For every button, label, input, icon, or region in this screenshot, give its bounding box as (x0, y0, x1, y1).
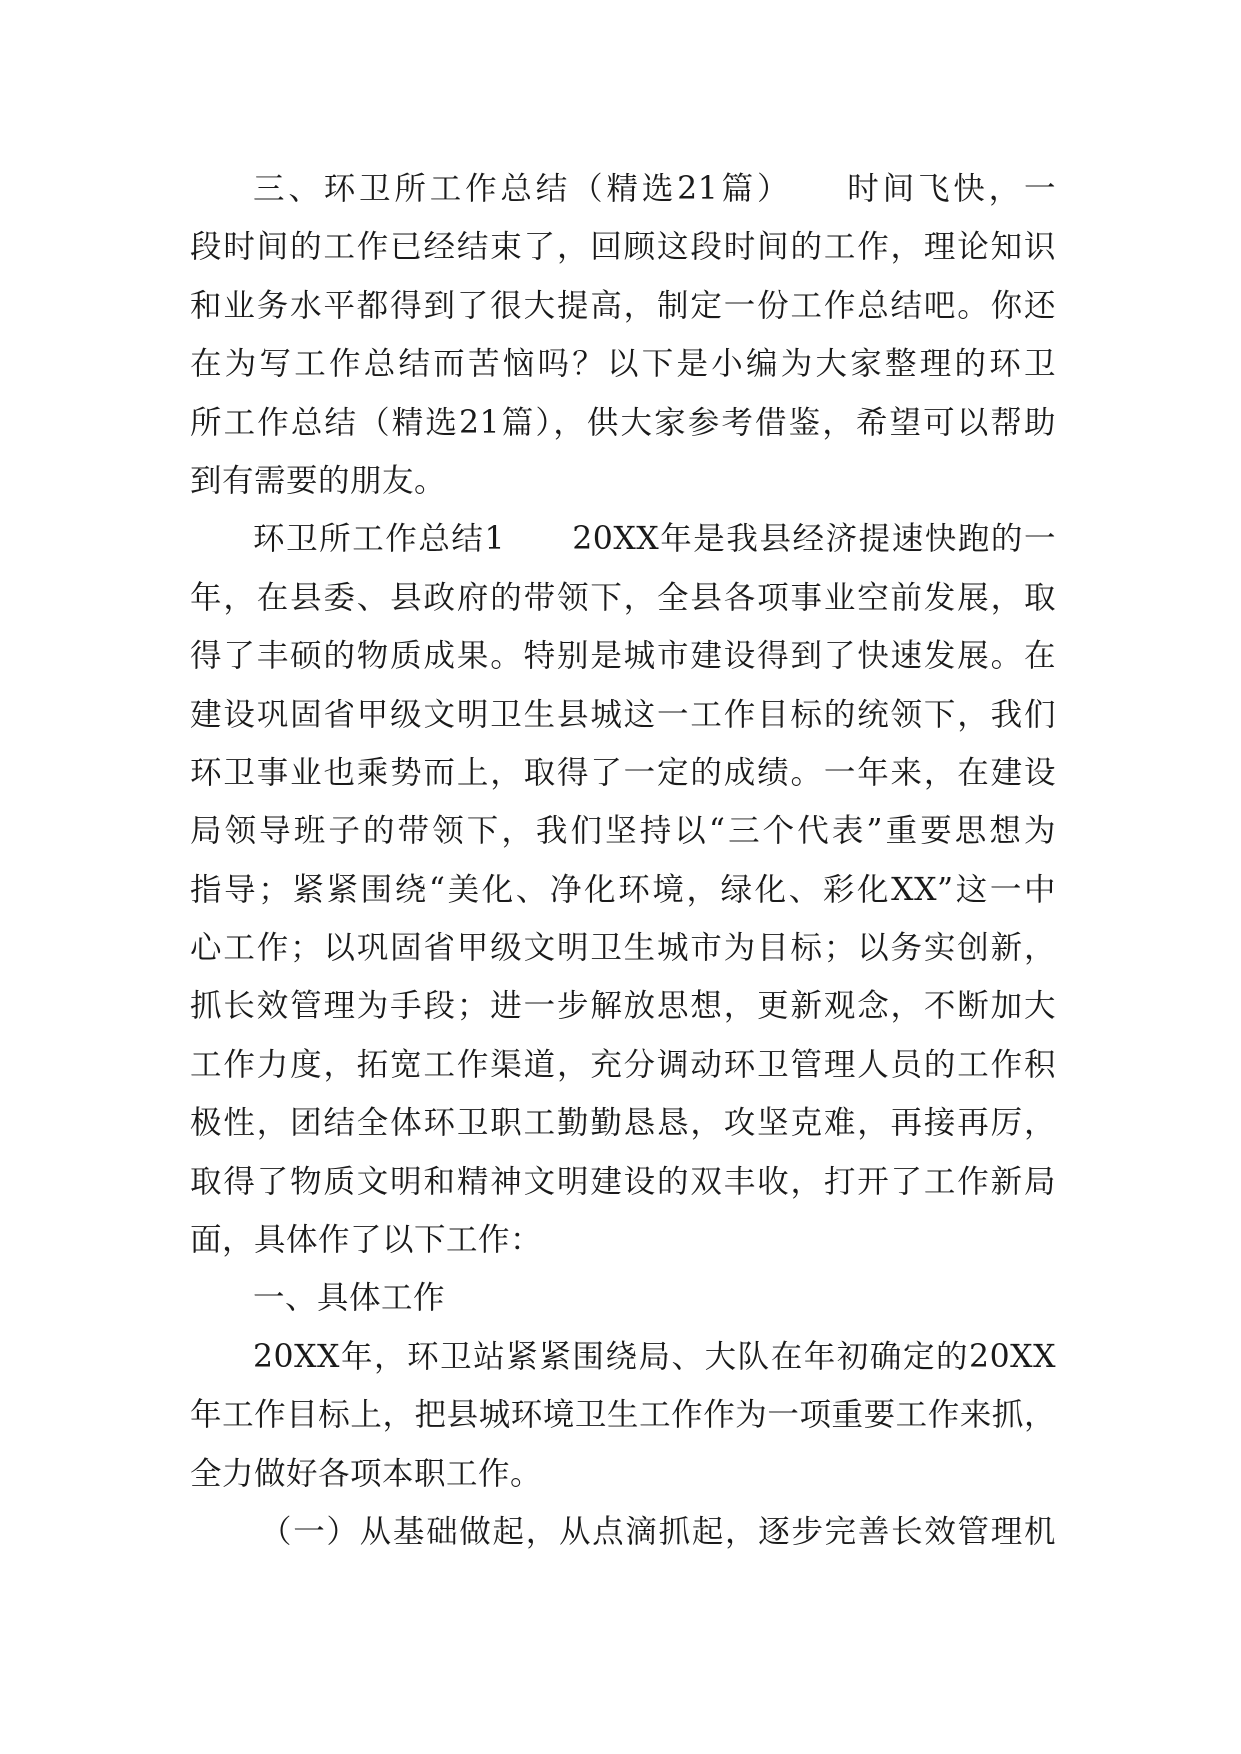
paragraph-line: 抓长效管理为手段；进一步解放思想，更新观念，不断加大 (190, 988, 1056, 1025)
paragraph-line: 取得了物质文明和精神文明建设的双丰收，打开了工作新局 (190, 1163, 1056, 1200)
subsection-heading: （一）从基础做起，从点滴抓起，逐步完善长效管理机 (260, 1513, 1056, 1550)
paragraph-line: 年，在县委、县政府的带领下，全县各项事业空前发展，取 (190, 579, 1056, 616)
paragraph-line: 极性，团结全体环卫职工勤勤恳恳，攻坚克难，再接再厉， (190, 1105, 1056, 1142)
paragraph-line: 年工作目标上，把县城环境卫生工作作为一项重要工作来抓， (190, 1397, 1056, 1434)
paragraph-line: 环卫所工作总结1 20XX年是我县经济提速快跑的一 (253, 521, 1056, 558)
paragraph-line: 段时间的工作已经结束了，回顾这段时间的工作，理论知识 (190, 229, 1056, 266)
paragraph-line: 得了丰硕的物质成果。特别是城市建设得到了快速发展。在 (190, 638, 1056, 675)
paragraph-line: 在为写工作总结而苦恼吗？以下是小编为大家整理的环卫 (190, 346, 1056, 383)
paragraph-line: 建设巩固省甲级文明卫生县城这一工作目标的统领下，我们 (190, 696, 1056, 733)
paragraph-line: 面，具体作了以下工作： (190, 1222, 543, 1259)
paragraph-line: 工作力度，拓宽工作渠道，充分调动环卫管理人员的工作积 (190, 1046, 1056, 1083)
paragraph-line: 心工作；以巩固省甲级文明卫生城市为目标；以务实创新， (190, 930, 1056, 967)
paragraph-line: 全力做好各项本职工作。 (190, 1455, 543, 1492)
paragraph-line: 指导；紧紧围绕“美化、净化环境，绿化、彩化XX”这一中 (190, 871, 1056, 908)
paragraph-line: 到有需要的朋友。 (190, 462, 447, 499)
paragraph-line: 环卫事业也乘势而上，取得了一定的成绩。一年来，在建设 (190, 754, 1056, 791)
paragraph-line: 和业务水平都得到了很大提高，制定一份工作总结吧。你还 (190, 287, 1056, 324)
document-body (190, 160, 1056, 1561)
paragraph-line: 三、环卫所工作总结（精选21篇） 时间飞快，一 (253, 171, 1056, 207)
paragraph-line: 所工作总结（精选21篇），供大家参考借鉴，希望可以帮助 (190, 404, 1056, 441)
paragraph-line: 局领导班子的带领下，我们坚持以“三个代表”重要思想为 (190, 813, 1056, 850)
paragraph-line: 20XX年，环卫站紧紧围绕局、大队在年初确定的20XX (253, 1338, 1056, 1375)
section-heading: 一、具体工作 (253, 1280, 446, 1317)
